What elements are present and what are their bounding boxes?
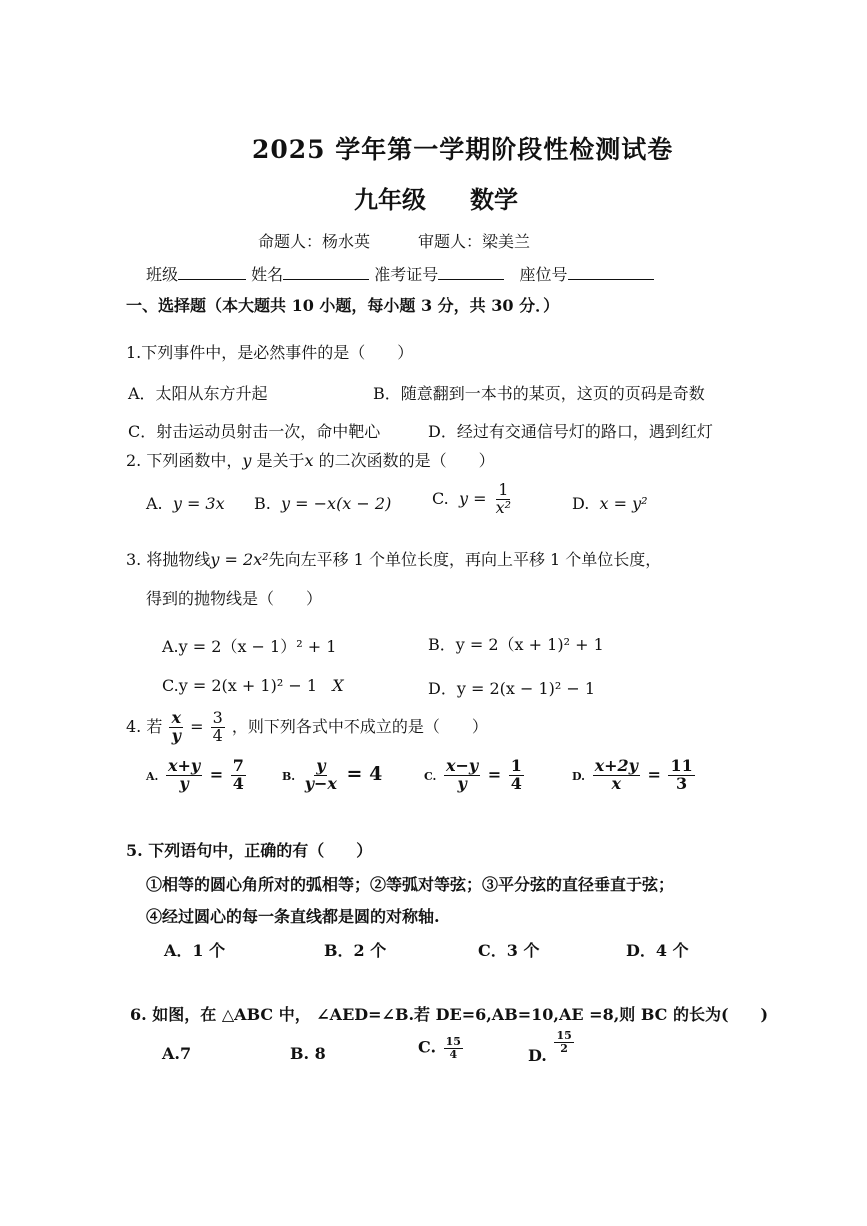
q2-stem-part: 是关于 <box>251 451 305 470</box>
denominator: y <box>171 725 181 745</box>
numerator: x+y <box>167 756 201 775</box>
q3-option-a: A.y = 2（x − 1）² + 1 <box>162 637 337 656</box>
numerator: 15 <box>445 1035 461 1048</box>
numerator: x <box>171 708 181 727</box>
math-expr: = 4 <box>346 762 383 785</box>
q2-stem-part: 的二次函数的是（ ） <box>313 451 495 470</box>
option-label: B. <box>282 769 296 783</box>
option-label: A. <box>146 769 159 783</box>
student-info-row <box>146 262 654 285</box>
class-field[interactable] <box>178 265 246 280</box>
fraction <box>303 758 339 793</box>
denominator: 2 <box>560 1041 568 1055</box>
option-label: D. <box>528 1045 547 1065</box>
q1-option-b: B．随意翻到一本书的某页，这页的页码是奇数 <box>373 384 705 403</box>
q3-stem-line2: 得到的抛物线是（ ） <box>146 589 323 608</box>
q6-option-b: B. 8 <box>290 1044 326 1063</box>
option-label: A. <box>146 494 163 513</box>
fraction <box>444 758 480 793</box>
numerator: x+2y <box>594 756 638 775</box>
fraction <box>554 1030 573 1054</box>
numerator: 1 <box>510 756 522 775</box>
option-label: C. <box>418 1037 437 1057</box>
seat-label: 座位号 <box>519 265 568 284</box>
fraction <box>166 758 202 793</box>
q6-option-a: A.7 <box>162 1044 192 1063</box>
q4-option-d: D. $\frac{x+2y}{x}$ = $\frac{11}{3}$ <box>572 756 693 793</box>
denominator: x² <box>495 497 511 517</box>
q1-option-d: D．经过有交通信号灯的路口，遇到红灯 <box>428 422 713 441</box>
q5-statements-line1: ①相等的圆心角所对的弧相等；②等弧对等弦；③平分弦的直径垂直于弦； <box>146 875 675 894</box>
q2-option-b <box>254 494 391 513</box>
q3-option-d: D．y = 2(x − 1)² − 1 <box>428 679 596 698</box>
q4-option-b <box>282 758 382 793</box>
fraction <box>169 710 183 745</box>
q5-option-b: B．2 个 <box>324 941 387 960</box>
numerator: 11 <box>670 756 693 775</box>
q5-option-c: C．3 个 <box>478 941 540 960</box>
q6-option-c <box>418 1036 465 1060</box>
math-expr: y = <box>458 488 487 508</box>
fraction <box>509 758 524 793</box>
numerator: x−y <box>445 756 479 775</box>
fraction <box>494 482 513 517</box>
math-expr: y = 3x <box>172 494 225 513</box>
option-label: B. <box>254 494 271 513</box>
q4-stem-part: ，则下列各式中不成立的是（ ） <box>231 716 488 736</box>
option-label: C. <box>424 769 437 783</box>
q2-var-y: y <box>242 451 252 470</box>
seat-field[interactable] <box>568 265 654 280</box>
q2-var-x: x <box>304 451 314 470</box>
exam-id-field[interactable] <box>438 265 504 280</box>
math-expr: C.y = 2(x + 1)² − 1 <box>162 676 317 695</box>
grade-label: 九年级 <box>354 185 426 214</box>
q1-option-a: A．太阳从东方升起 <box>128 384 268 403</box>
denominator: y <box>179 773 189 793</box>
denominator: y−x <box>304 773 337 793</box>
q4-stem <box>126 710 488 745</box>
name-label: 姓名 <box>251 265 284 284</box>
exam-title: 2025 学年第一学期阶段性检测试卷 <box>252 135 674 164</box>
numerator: 1 <box>498 480 509 499</box>
fraction <box>211 710 225 745</box>
denominator: 4 <box>212 725 223 745</box>
q1-option-c: C．射击运动员射击一次，命中靶心 <box>128 422 381 441</box>
q2-stem <box>126 448 495 471</box>
denominator: y <box>457 773 467 793</box>
q3-stem-part: 3. 将抛物线 <box>126 550 211 569</box>
q5-stem: 5. 下列语句中，正确的有（ ） <box>126 841 373 860</box>
q2-option-a <box>146 494 225 513</box>
q4-stem-part: 4. 若 <box>126 716 163 736</box>
q4-option-c: C. $\frac{x-y}{y}$ = $\frac{1}{4}$ <box>424 756 522 793</box>
q5-option-a: A．1 个 <box>164 941 226 960</box>
numerator: y <box>316 756 326 775</box>
math-expr: y = 2x² <box>210 550 269 569</box>
numerator: 15 <box>556 1029 572 1042</box>
q6-stem: 6. 如图，在 △ABC 中， ∠AED=∠B.若 DE=6,AB=10,AE =8,则 BC 的长为( ) <box>130 1005 769 1024</box>
exam-id-label: 准考证号 <box>374 265 439 284</box>
q3-option-b: B．y = 2（x + 1)² + 1 <box>428 635 604 654</box>
class-label: 班级 <box>146 265 179 284</box>
q6-option-d <box>528 1029 576 1065</box>
denominator: x <box>611 773 622 793</box>
q3-stem <box>126 547 661 570</box>
q2-option-c <box>432 482 515 517</box>
numerator: 3 <box>212 708 223 727</box>
denominator: 4 <box>232 773 244 793</box>
numerator: 7 <box>232 756 244 775</box>
reviewer-label: 审题人：梁美兰 <box>418 232 531 251</box>
option-label: C. <box>432 488 449 508</box>
subject-label: 数学 <box>470 185 518 214</box>
fraction <box>444 1036 463 1060</box>
denominator: 3 <box>676 773 688 793</box>
denominator: 4 <box>510 773 522 793</box>
fraction <box>593 758 640 793</box>
q3-stem-part: 先向左平移 1 个单位长度，再向上平移 1 个单位长度， <box>268 550 662 569</box>
q2-option-d <box>572 494 648 513</box>
name-field[interactable] <box>283 265 369 280</box>
fraction <box>231 758 246 793</box>
author-label: 命题人：杨水英 <box>258 232 371 251</box>
q4-option-a: A. $\frac{x+y}{y}$ = $\frac{7}{4}$ <box>146 756 244 793</box>
q5-option-d: D．4 个 <box>626 941 689 960</box>
math-expr: y = −x(x − 2) <box>281 494 392 513</box>
q5-statements-line2: ④经过圆心的每一条直线都是圆的对称轴. <box>146 907 440 926</box>
denominator: 4 <box>449 1047 458 1061</box>
section-heading: 一、选择题（本大题共 10 小题，每小题 3 分，共 30 分．） <box>126 296 560 315</box>
q3-option-c <box>162 676 344 695</box>
option-label: D. <box>572 769 585 783</box>
math-expr: x = y² <box>599 494 648 513</box>
equals-sign: = <box>190 716 204 736</box>
fraction <box>668 758 694 793</box>
q2-stem-part: 2. 下列函数中， <box>126 451 243 470</box>
q1-stem: 1.下列事件中，是必然事件的是（ ） <box>126 343 414 362</box>
handwritten-mark: X <box>332 676 344 695</box>
option-label: D. <box>572 494 590 513</box>
